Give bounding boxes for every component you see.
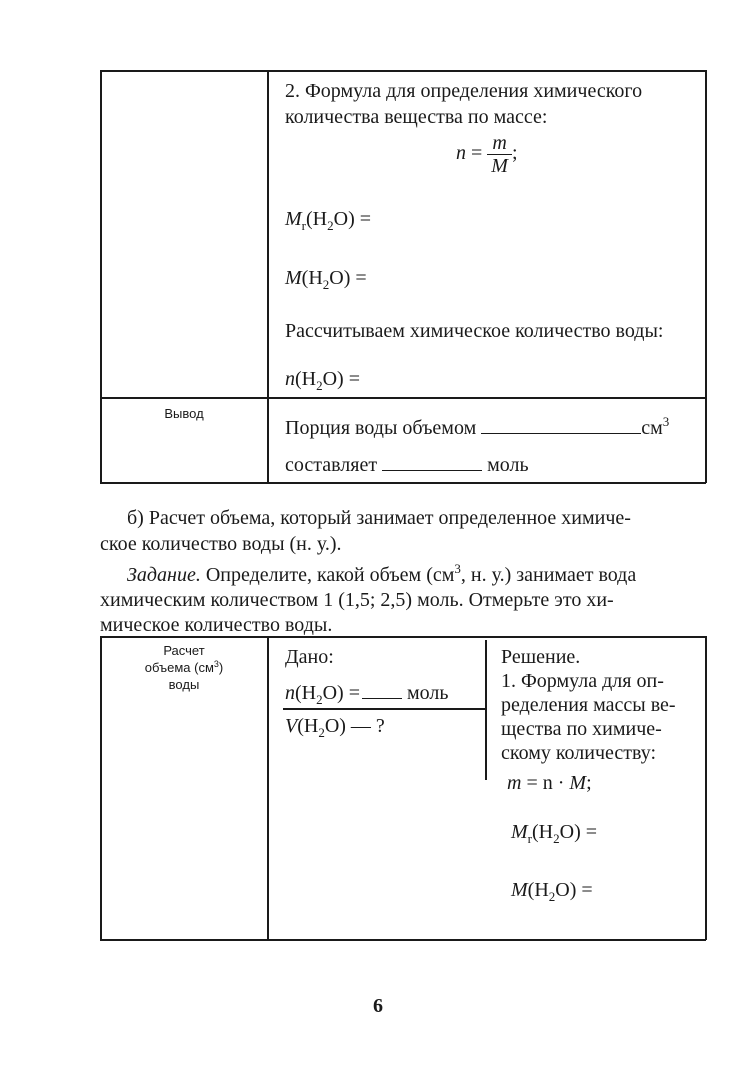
n-h2o-line: $n(H_2O)$ =: [285, 368, 360, 393]
mr-h2o-line: $M_r(H_2O)$ =: [285, 208, 372, 233]
given-v-line: $V(H_2O)$ — ?: [285, 715, 385, 740]
conclusion-line2: составляет моль: [285, 454, 529, 476]
given-n-line: $n(H_2O)$ = моль: [285, 682, 449, 707]
conclusion-label: Вывод: [164, 406, 204, 421]
volume-blank[interactable]: [481, 415, 641, 434]
solution-line-2: ределения массы ве-: [501, 694, 676, 716]
given-rule: [283, 708, 485, 710]
task-line3: мическое количество воды.: [100, 614, 333, 636]
solution-line-4: скому количеству:: [501, 742, 657, 764]
task-line2: химическим количеством 1 (1,5; 2,5) моль. Отмерьте это хи-: [100, 589, 614, 611]
given-n-blank[interactable]: [362, 680, 402, 699]
formula-heading-line2: количества вещества по массе:: [285, 106, 548, 128]
solution-formula: m = n · M;: [507, 772, 592, 794]
solution-mr-line: $M_r(H_2O)$ =: [511, 821, 598, 846]
given-solution-divider: [485, 640, 487, 780]
amount-blank[interactable]: [382, 452, 482, 471]
solution-line-1: 1. Формула для оп-: [501, 670, 664, 692]
solution-line-3: щества по химиче-: [501, 718, 662, 740]
section-b-line2: ское количество воды (н. у.).: [100, 533, 342, 555]
formula-heading-line1: 2. Формула для определения химического: [285, 80, 643, 102]
section-b-line1: б) Расчет объема, который занимает определенное химиче-: [127, 507, 631, 529]
m-h2o-line: $M(H_2O)$ =: [285, 267, 367, 292]
solution-m-line: $M(H_2O)$ =: [511, 879, 593, 904]
formula-n-equals-m-over-M: n = $\frac{m}{M}$ ;: [456, 132, 518, 177]
page-number: 6: [373, 995, 383, 1017]
calc-text: Рассчитываем химическое количество воды:: [285, 320, 664, 342]
task-line1: Задание. Определите, какой объем ($см^3$, н. у.) занимает вода: [127, 561, 637, 586]
table2-label: Расчет объема $(см^3)$ воды: [144, 643, 224, 692]
solution-label: Решение.: [501, 646, 581, 668]
conclusion-line1: Порция воды объемом $см^3$: [285, 414, 670, 439]
given-label: Дано:: [285, 646, 334, 668]
